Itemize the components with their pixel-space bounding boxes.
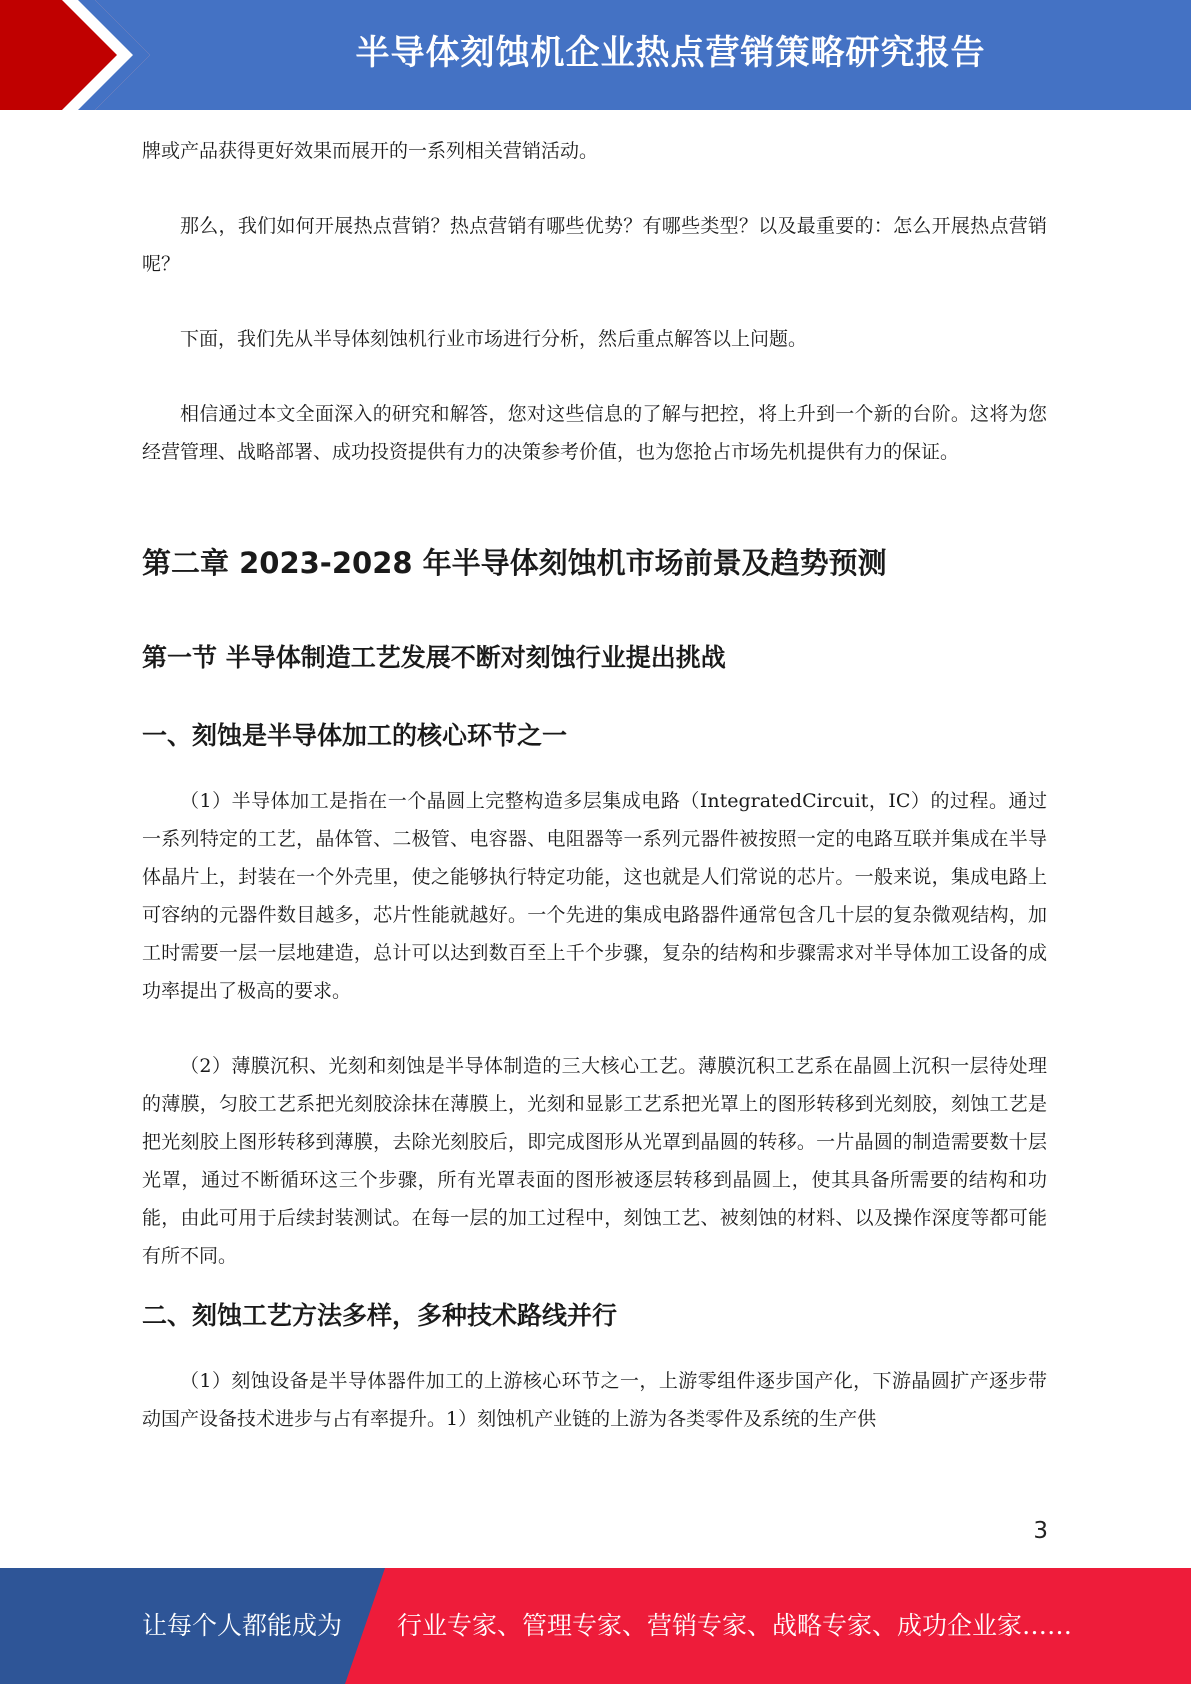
footer-slogan-left: 让每个人都能成为 (142, 1611, 343, 1640)
header-chevron-decoration (0, 0, 160, 110)
subsection-title-1: 一、刻蚀是半导体加工的核心环节之一 (142, 721, 568, 750)
paragraph-intro-1: 牌或产品获得更好效果而展开的一系列相关营销活动。 (142, 140, 599, 162)
paragraph-subsection-1-1: （1）半导体加工是指在一个晶圆上完整构造多层集成电路（IntegratedCircuit，IC）的过程。通过一系列特定的工艺，晶体管、二极管、电容器、电阻器等一系列元器件被按照一定的电路互联并集成在半导体晶片上，封装在一个外壳里，使之能够执行特定功能，这也就是人们常说的芯片。一般来说，集成电路上可容纳的元器件数目越多，芯片性能就越好。一个先进的集成电路器件通常包含几十层的复杂微观结构，加工时需要一层一层地建造，总计可以达到数百至上千个步骤，复杂的结构和步骤需求对半导体加工设备的成功率提出了极高的要求。 (142, 790, 1047, 1002)
paragraph-subsection-1-2: （2）薄膜沉积、光刻和刻蚀是半导体制造的三大核心工艺。薄膜沉积工艺系在晶圆上沉积一层待处理的薄膜，匀胶工艺系把光刻胶涂抹在薄膜上，光刻和显影工艺系把光罩上的图形转移到光刻胶，刻蚀工艺是把光刻胶上图形转移到薄膜，去除光刻胶后，即完成图形从光罩到晶圆的转移。一片晶圆的制造需要数十层光罩，通过不断循环这三个步骤，所有光罩表面的图形被逐层转移到晶圆上，使其具备所需要的结构和功能，由此可用于后续封装测试。在每一层的加工过程中，刻蚀工艺、被刻蚀的材料、以及操作深度等都可能有所不同。 (142, 1055, 1047, 1267)
page-header (0, 0, 1191, 110)
paragraph-intro-2: 那么，我们如何开展热点营销？热点营销有哪些优势？有哪些类型？以及最重要的：怎么开展热点营销呢？ (142, 215, 1047, 275)
report-title: 半导体刻蚀机企业热点营销策略研究报告 (355, 33, 986, 73)
section-title: 第一节 半导体制造工艺发展不断对刻蚀行业提出挑战 (142, 643, 726, 672)
page-footer (0, 1568, 1191, 1684)
paragraph-subsection-2-1: （1）刻蚀设备是半导体器件加工的上游核心环节之一，上游零组件逐步国产化，下游晶圆扩产逐步带动国产设备技术进步与占有率提升。1）刻蚀机产业链的上游为各类零件及系统的生产供 (142, 1370, 1047, 1430)
page-number: 3 (1033, 1518, 1048, 1544)
paragraph-intro-3: 下面，我们先从半导体刻蚀机行业市场进行分析，然后重点解答以上问题。 (180, 328, 808, 350)
chapter-title: 第二章 2023-2028 年半导体刻蚀机市场前景及趋势预测 (142, 546, 887, 580)
paragraph-intro-4: 相信通过本文全面深入的研究和解答，您对这些信息的了解与把控，将上升到一个新的台阶。这将为您经营管理、战略部署、成功投资提供有力的决策参考价值，也为您抢占市场先机提供有力的保证。 (142, 403, 1047, 463)
document-body (142, 132, 1047, 1438)
footer-slogan-right: 行业专家、管理专家、营销专家、战略专家、成功企业家…… (397, 1611, 1073, 1640)
subsection-title-2: 二、刻蚀工艺方法多样，多种技术路线并行 (142, 1301, 618, 1330)
